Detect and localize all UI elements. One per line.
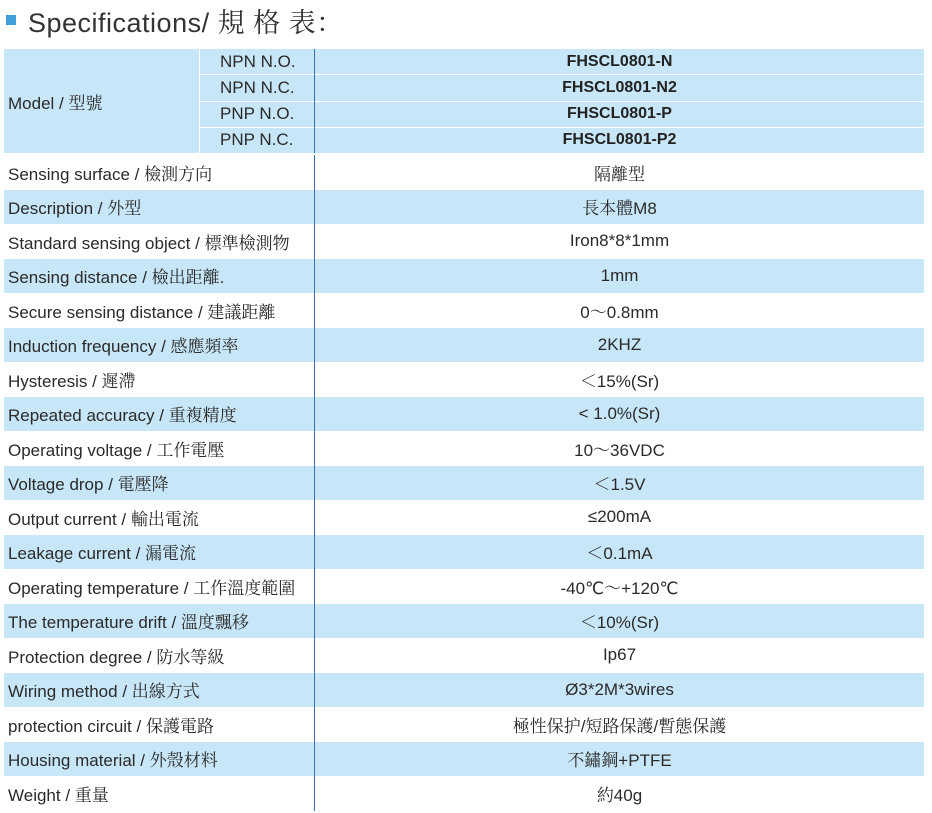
spec-value: Ip67 bbox=[314, 638, 924, 673]
spec-label: Sensing surface / 檢測方向 bbox=[8, 164, 213, 184]
spec-row bbox=[4, 362, 924, 397]
spec-value: 約40g bbox=[314, 776, 924, 811]
spec-row bbox=[4, 397, 924, 432]
spec-label: The temperature drift / 溫度飄移 bbox=[8, 613, 249, 633]
model-code-cell: FHSCL0801-N bbox=[315, 49, 924, 75]
spec-label: Leakage current / 漏電流 bbox=[8, 544, 197, 564]
specifications-table bbox=[4, 49, 924, 811]
model-code-cell: FHSCL0801-P2 bbox=[562, 131, 677, 149]
spec-label: Description / 外型 bbox=[8, 199, 142, 219]
spec-label: Secure sensing distance / 建議距離 bbox=[8, 302, 276, 322]
spec-value: ≤200mA bbox=[314, 500, 924, 535]
spec-row bbox=[4, 535, 924, 570]
spec-label: Wiring method / 出線方式 bbox=[8, 682, 200, 702]
spec-row bbox=[4, 155, 924, 190]
spec-label: Output current / 輸出電流 bbox=[8, 509, 199, 529]
spec-label: Weight / 重量 bbox=[8, 785, 109, 805]
square-bullet-icon bbox=[6, 15, 16, 25]
model-row bbox=[4, 49, 924, 155]
spec-label: protection circuit / 保護電路 bbox=[8, 716, 214, 736]
spec-row bbox=[4, 638, 924, 673]
spec-value: 極性保护/短路保護/暫態保護 bbox=[314, 707, 924, 742]
spec-label: Protection degree / 防水等級 bbox=[8, 647, 225, 667]
spec-label: Induction frequency / 感應頻率 bbox=[8, 337, 239, 357]
spec-row bbox=[4, 328, 924, 363]
spec-value: ＜15%(Sr) bbox=[314, 362, 924, 397]
spec-label: Repeated accuracy / 重複精度 bbox=[8, 406, 237, 426]
spec-value: 10～36VDC bbox=[314, 431, 924, 466]
output-type-cell: PNP N.O. bbox=[200, 102, 314, 128]
model-codes bbox=[314, 49, 924, 153]
model-code-cell: FHSCL0801-P bbox=[315, 102, 924, 128]
spec-value: 0～0.8mm bbox=[314, 293, 924, 328]
spec-label: Housing material / 外殼材料 bbox=[8, 751, 218, 771]
spec-row bbox=[4, 707, 924, 742]
model-code-cell: FHSCL0801-N2 bbox=[315, 75, 924, 101]
output-type-cell: NPN N.O. bbox=[200, 49, 314, 75]
spec-row bbox=[4, 190, 924, 225]
spec-row bbox=[4, 776, 924, 811]
page-title: Specifications/ 規 格 表： bbox=[28, 7, 344, 38]
spec-value: 隔離型 bbox=[314, 155, 924, 190]
spec-value: -40℃～+120℃ bbox=[314, 569, 924, 604]
spec-row bbox=[4, 431, 924, 466]
spec-label: Standard sensing object / 標準檢測物 bbox=[8, 233, 290, 253]
spec-row bbox=[4, 293, 924, 328]
spec-value: 長本體M8 bbox=[314, 190, 924, 225]
output-type-cell: NPN N.C. bbox=[200, 75, 314, 101]
spec-label: Voltage drop / 電壓降 bbox=[8, 475, 169, 495]
spec-row bbox=[4, 500, 924, 535]
section-heading bbox=[6, 2, 344, 38]
spec-row bbox=[4, 742, 924, 777]
spec-value: 2KHZ bbox=[314, 328, 924, 363]
spec-row bbox=[4, 259, 924, 294]
spec-value: 1mm bbox=[314, 259, 924, 294]
spec-value: ＜0.1mA bbox=[314, 535, 924, 570]
spec-row bbox=[4, 466, 924, 501]
spec-label: Hysteresis / 遲滯 bbox=[8, 371, 136, 391]
spec-value: ＜10%(Sr) bbox=[314, 604, 924, 639]
spec-label: Operating temperature / 工作溫度範圍 bbox=[8, 578, 296, 598]
spec-value: Ø3*2M*3wires bbox=[314, 673, 924, 708]
output-type-cell: PNP N.C. bbox=[220, 130, 294, 150]
spec-label: Sensing distance / 檢出距離. bbox=[8, 268, 225, 288]
spec-value: Iron8*8*1mm bbox=[314, 224, 924, 259]
model-output-types bbox=[200, 49, 314, 153]
spec-value: < 1.0%(Sr) bbox=[314, 397, 924, 432]
spec-value: ＜1.5V bbox=[314, 466, 924, 501]
spec-row bbox=[4, 224, 924, 259]
spec-row bbox=[4, 673, 924, 708]
spec-value: 不鏽鋼+PTFE bbox=[314, 742, 924, 777]
model-label: Model / 型號 bbox=[4, 49, 200, 153]
spec-label: Operating voltage / 工作電壓 bbox=[8, 440, 225, 460]
spec-row bbox=[4, 569, 924, 604]
spec-row bbox=[4, 604, 924, 639]
